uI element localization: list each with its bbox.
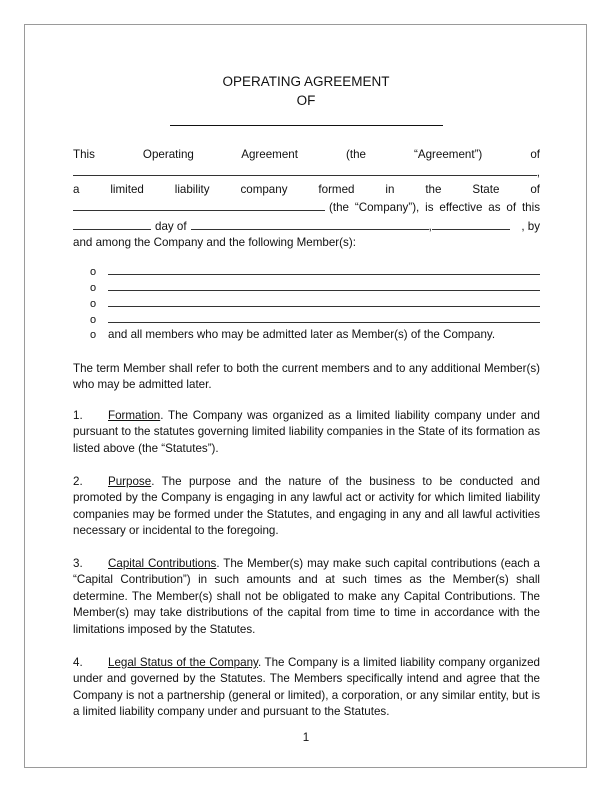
circle-bullet-icon: o xyxy=(90,282,97,294)
intro-line-6: and among the Company and the following Member(s): xyxy=(73,236,356,250)
section-number: 1. xyxy=(73,409,83,422)
circle-bullet-icon: o xyxy=(90,298,97,310)
day-blank[interactable] xyxy=(73,217,151,230)
member-bullet-last xyxy=(90,328,540,341)
section-text: . The Company is a limited liability company organized under and governed by the Statutes. The Members specifically intend and agree that the Company is not a partnership (general or limited), a corporation, or any similar entity, but is a limited liability company under and pursuant to the Statutes. xyxy=(73,656,540,719)
bullet-text: and all members who may be admitted later as Member(s) of the Company. xyxy=(108,328,496,341)
member-blank[interactable] xyxy=(108,279,540,291)
day-of-label: day of xyxy=(155,219,187,233)
state-blank[interactable] xyxy=(73,198,325,211)
section-3 xyxy=(73,556,540,638)
company-name-blank[interactable] xyxy=(170,125,443,126)
member-blank[interactable] xyxy=(108,263,540,275)
term-paragraph: The term Member shall refer to both the current members and to any additional Member(s) who may be admitted later. xyxy=(73,362,540,392)
comma: , xyxy=(428,219,432,233)
member-bullet xyxy=(90,311,540,326)
intro-line-4: (the “Company”), is effective as of this xyxy=(329,201,540,215)
month-blank[interactable] xyxy=(191,217,429,230)
section-1 xyxy=(73,408,540,457)
comma: , xyxy=(536,166,540,180)
member-blank[interactable] xyxy=(108,295,540,307)
member-name-blank[interactable] xyxy=(73,163,537,176)
section-text: . The Member(s) may make such capital contributions (each a “Capital Contribution”) in such amounts and at such times as the Member(s) shall determine. The Member(s) shall not be obligated to make any Capital Contributions. The Member(s) may take distributions of the capital from time to time in accordance with the limitations imposed by the Statutes. xyxy=(73,557,540,636)
circle-bullet-icon: o xyxy=(90,329,97,341)
member-bullet xyxy=(90,295,540,310)
section-heading: Capital Contributions xyxy=(108,557,217,570)
section-text: . The purpose and the nature of the business to be conducted and promoted by the Company is engaging in any lawful act or activity for which limited liability companies may be formed under the Statutes, and engaging in any and all lawful activities necessary or incidental to the foregoing. xyxy=(73,475,540,538)
page-number: 1 xyxy=(302,731,310,744)
section-2 xyxy=(73,474,540,540)
section-heading: Purpose xyxy=(108,475,152,488)
section-4 xyxy=(73,655,540,721)
member-bullet xyxy=(90,279,540,294)
year-blank[interactable] xyxy=(432,217,510,230)
section-text: . The Company was organized as a limited liability company under and pursuant to the statutes governing limited liability companies in the State of its formation as listed above (the “Statutes”). xyxy=(73,409,540,455)
section-number: 2. xyxy=(73,475,83,488)
section-number: 4. xyxy=(73,656,83,669)
section-heading: Legal Status of the Company xyxy=(108,656,258,669)
member-blank[interactable] xyxy=(108,311,540,323)
intro-line-3: a limited liability company formed in the State of xyxy=(73,182,540,196)
circle-bullet-icon: o xyxy=(90,266,97,278)
member-bullet xyxy=(90,263,540,278)
section-number: 3. xyxy=(73,557,83,570)
document-title: OPERATING AGREEMENT xyxy=(222,74,390,89)
intro-paragraph xyxy=(73,147,540,251)
circle-bullet-icon: o xyxy=(90,314,97,326)
intro-line-1: This Operating Agreement (the “Agreement”) of xyxy=(73,148,540,161)
document-title-of: OF xyxy=(296,93,316,108)
by-label: , by xyxy=(521,219,540,233)
section-heading: Formation xyxy=(108,409,161,422)
